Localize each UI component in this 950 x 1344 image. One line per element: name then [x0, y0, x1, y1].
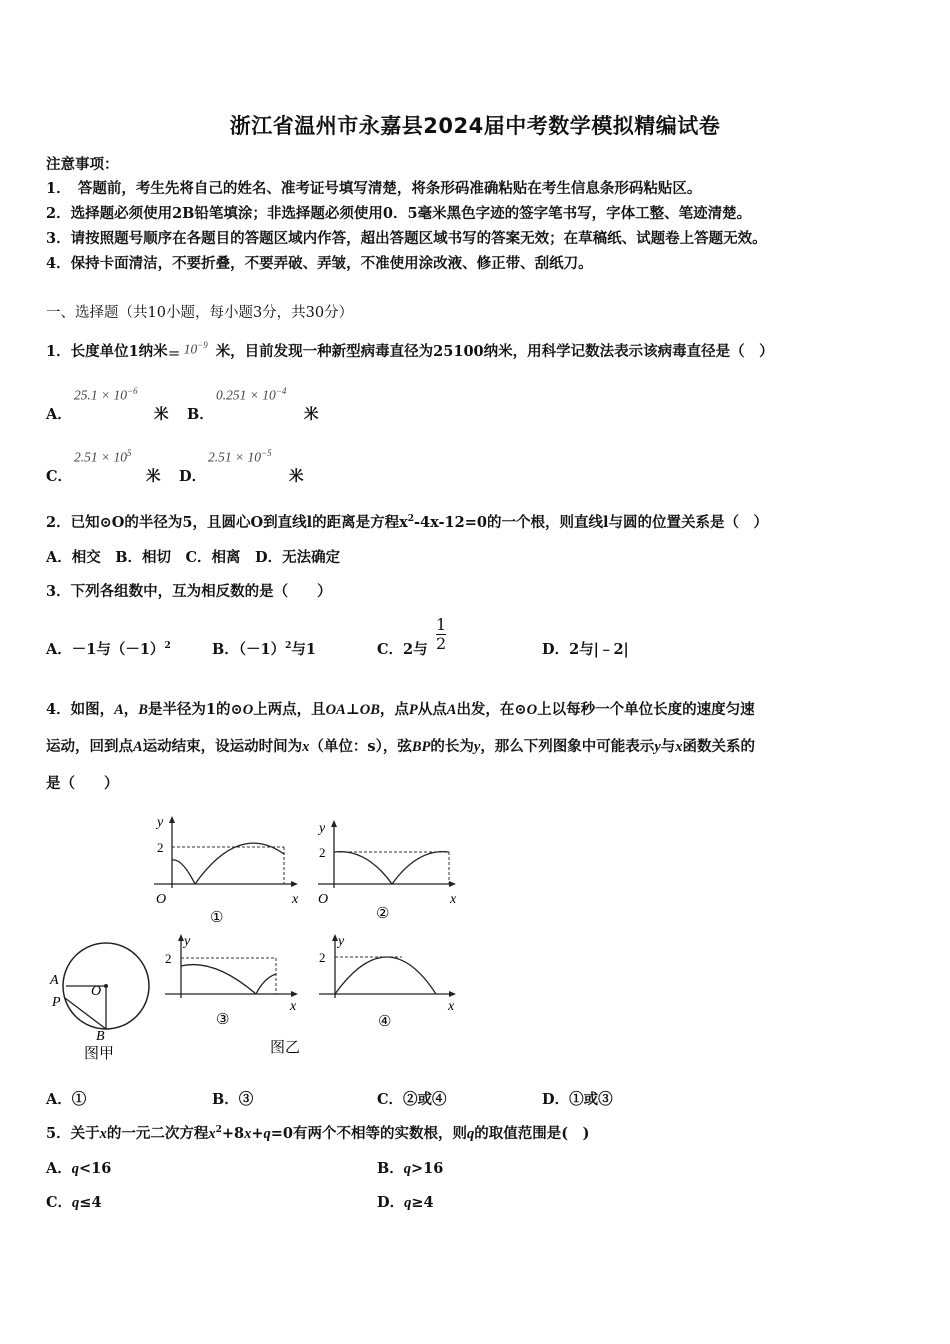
q4-option-b: B．③ [212, 1091, 254, 1108]
graph-3 [165, 934, 298, 1028]
graph-3-x-label: x [290, 999, 297, 1014]
q3-option-a: A．－1与$(-1)^2$ [46, 641, 171, 658]
q5-option-c: C．q≤4 [46, 1194, 102, 1211]
graph-4-y-label: y [338, 934, 345, 949]
q5-option-b: B．q>16 [377, 1160, 444, 1177]
graph-1-origin: O [156, 892, 167, 907]
q1-option-b-unit: 米 [304, 406, 319, 423]
q4-option-d: D．①或③ [542, 1091, 613, 1108]
fraction-denominator: 2 [436, 634, 447, 653]
q1-option-c-formula: $2.51 \times 10^5$ [74, 448, 132, 465]
graph-1-x-label: x [292, 892, 299, 907]
circle-figure [49, 943, 149, 1062]
graph-1-y-arrow [169, 816, 175, 823]
graph-3-x-arrow [291, 991, 298, 997]
notice-item-2: 2．选择题必须使用2B铅笔填涂；非选择题必须使用0．5毫米黑色字迹的签字笔书写，字体工整、笔迹清楚。 [46, 205, 752, 222]
q5-option-d: D．q≥4 [377, 1194, 434, 1211]
graph-3-curve-a [181, 965, 256, 994]
q3-option-c-fraction [436, 616, 446, 653]
graph-2-caption: ② [376, 906, 390, 922]
graph-3-caption: ③ [216, 1012, 230, 1028]
notice-heading: 注意事项： [46, 156, 119, 173]
q1-option-d-unit: 米 [289, 468, 304, 485]
circle-label-a: A [50, 973, 59, 988]
graph-1-curve-a [172, 860, 195, 884]
graph-2 [317, 820, 457, 922]
graph-2-y-label: y [319, 821, 326, 836]
q1-formula-base: $10^{-9}$ [183, 340, 208, 357]
graph-2-tick: 2 [319, 845, 326, 860]
q1-option-d-label: D． [179, 468, 207, 485]
q1-option-b-formula: $0.251 \times 10^{-4}$ [216, 386, 287, 403]
q1-options-row2 [46, 448, 446, 484]
graph-1-x-arrow [291, 881, 298, 887]
graph-4-x-label: x [448, 999, 455, 1014]
graph-3-curve-b [256, 974, 276, 994]
circle-label-o: O [91, 984, 102, 999]
graph-4-x-arrow [449, 991, 456, 997]
circle-label-b: B [96, 1029, 105, 1044]
circle-label-p: P [52, 995, 61, 1010]
graph-2-y-arrow [331, 820, 337, 827]
q3-option-d: D．2与|﹣2| [542, 641, 629, 658]
graph-3-y-label: y [184, 934, 191, 949]
graph-1-y-label: y [157, 815, 164, 830]
q2-options: A．相交 B．相切 C．相离 D．无法确定 [46, 549, 341, 566]
figure-caption-b: 图乙 [270, 1040, 301, 1056]
graph-4-curve [335, 957, 436, 994]
q4-figure [44, 812, 464, 1064]
section-heading: 一、选择题（共10小题，每小题3分，共30分） [46, 305, 354, 321]
graph-1-tick: 2 [157, 840, 164, 855]
graph-2-curve-b [392, 852, 449, 884]
q1-stem [46, 340, 774, 361]
graph-4 [319, 934, 456, 1030]
q1-option-a-formula: $25.1 \times 10^{-6}$ [74, 386, 138, 403]
q4-option-a: A．① [46, 1091, 87, 1108]
graph-2-origin: O [318, 892, 329, 907]
q1-option-a-label: A． [46, 406, 72, 423]
q5-option-a: A．q<16 [46, 1160, 112, 1177]
q1-options-row1 [46, 386, 446, 422]
graph-1-curve-b [195, 843, 284, 884]
graph-4-caption: ④ [378, 1014, 392, 1030]
notice-item-3: 3．请按照题号顺序在各题目的答题区域内作答，超出答题区域书写的答案无效；在草稿纸、试题卷上答题无效。 [46, 230, 767, 247]
q2-stem: 2．已知⊙O的半径为5，且圆心O到直线l的距离是方程$x^2-4x-12=0$的一个根，则直线l与圆的位置关系是（ ） [46, 514, 768, 531]
graph-2-x-label: x [450, 892, 457, 907]
q1-option-c-label: C． [46, 468, 73, 485]
graph-2-x-arrow [449, 881, 456, 887]
q3-stem: 3．下列各组数中，互为相反数的是（ ） [46, 583, 332, 600]
q5-stem: 5．关于x的一元二次方程$x^2+8x+q=0$有两个不相等的实数根，则q的取值范围是( ) [46, 1125, 590, 1142]
figure-caption-a: 图甲 [84, 1046, 115, 1062]
graph-1-caption: ① [210, 910, 224, 926]
fraction-numerator: 1 [436, 615, 447, 634]
notice-item-1: 1． 答题前，考生先将自己的姓名、准考证号填写清楚，将条形码准确粘贴在考生信息条形码粘贴区。 [46, 180, 702, 197]
graph-4-tick: 2 [319, 950, 326, 965]
q4-line-3: 是（ ） [46, 775, 119, 792]
q1-option-c-unit: 米 [146, 468, 161, 485]
center-point [104, 984, 108, 988]
q1-option-d-formula: $2.51 \times 10^{-5}$ [208, 448, 272, 465]
q1-option-a-unit: 米 [154, 406, 169, 423]
graph-2-curve-a [334, 852, 392, 884]
page-title: 浙江省温州市永嘉县2024届中考数学模拟精编试卷 [229, 114, 721, 138]
q3-option-c: C．2与 [377, 641, 428, 658]
q1-option-b-label: B． [187, 406, 214, 423]
q1-prefix: 1．长度单位1纳米 [46, 343, 168, 360]
notice-item-4: 4．保持卡面清洁，不要折叠，不要弄破、弄皱，不准使用涂改液、修正带、刮纸刀。 [46, 255, 593, 272]
graph-1 [154, 815, 299, 926]
q4-line-2: 运动，回到点A运动结束，设运动时间为x（单位：s），弦BP的长为y，那么下列图象中可能表示y与x函数关系的 [46, 738, 755, 755]
q4-line-1: 4．如图，A，B是半径为1的⊙O上两点，且OA⊥OB，点P从点A出发，在⊙O上以每秒一个单位长度的速度匀速 [46, 701, 755, 718]
q3-option-b: B．$(-1)^2$与1 [212, 641, 316, 658]
q1-eq: = [167, 344, 181, 362]
q4-option-c: C．②或④ [377, 1091, 447, 1108]
graph-3-tick: 2 [165, 951, 172, 966]
q1-suffix: 米，目前发现一种新型病毒直径为25100纳米，用科学记数法表示该病毒直径是（ ） [215, 343, 774, 360]
